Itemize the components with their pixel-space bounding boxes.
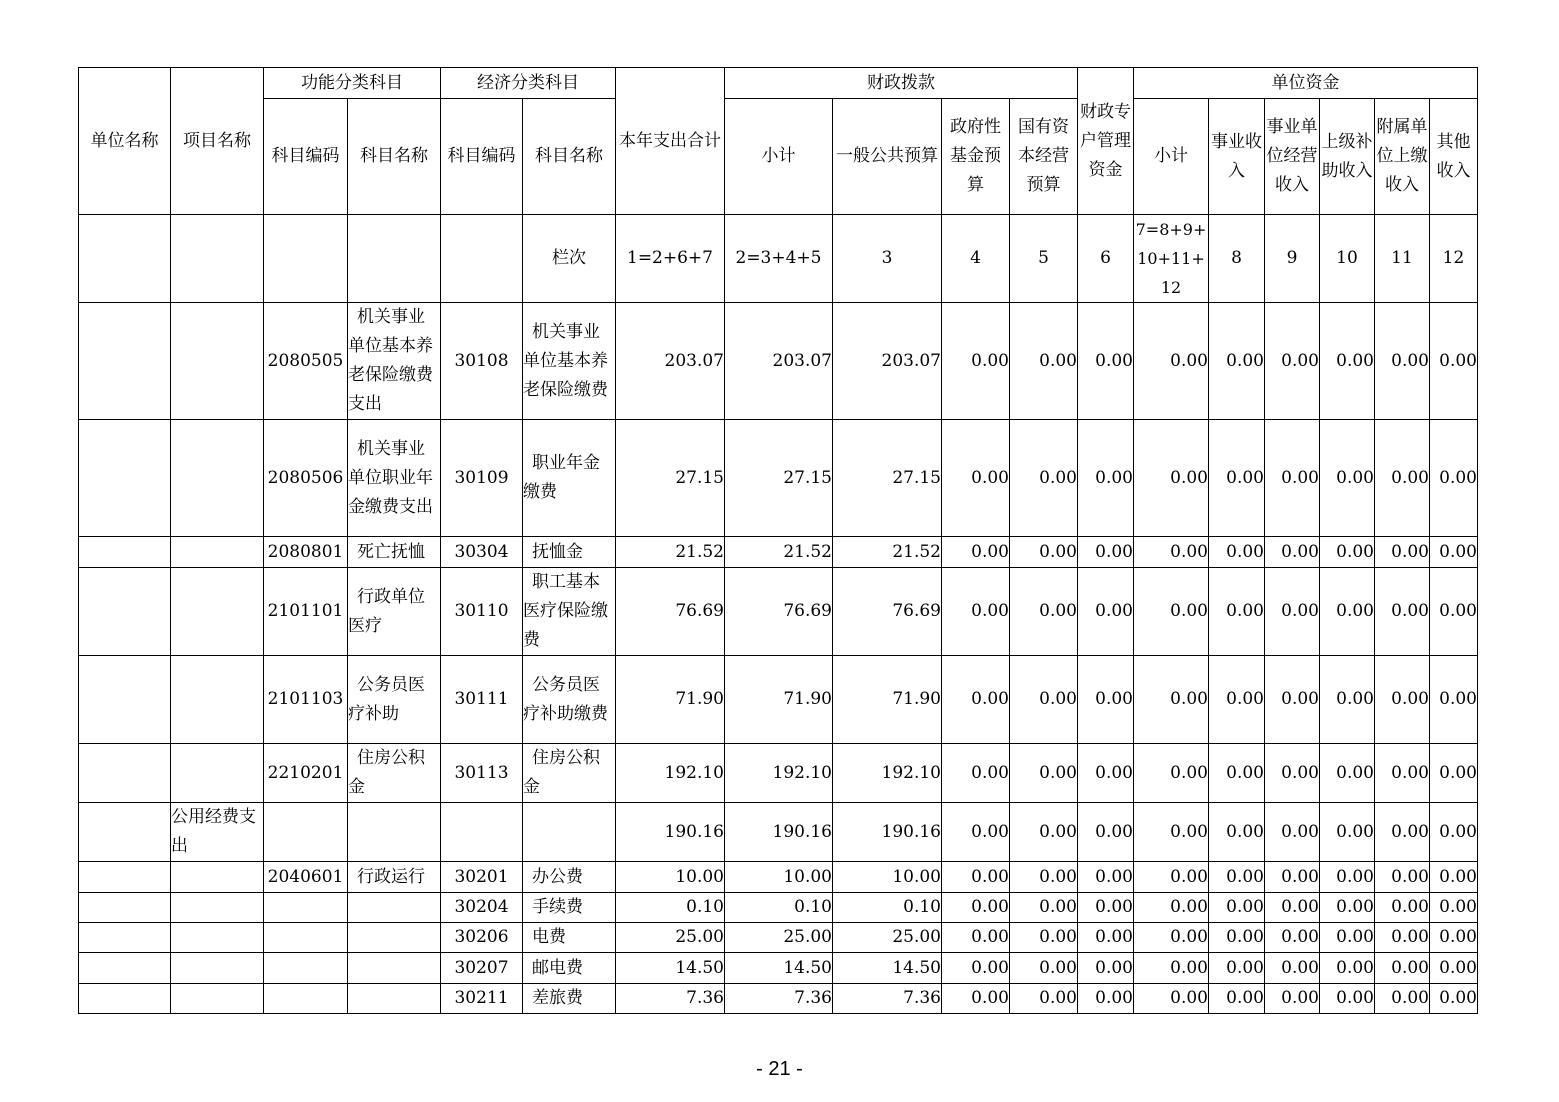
value-cell: 27.15: [616, 420, 725, 537]
header-econ-name: 科目名称: [523, 99, 616, 215]
value-cell: 0.00: [1078, 656, 1134, 744]
value-cell: 0.00: [1320, 893, 1375, 923]
value-cell: 0.00: [1430, 303, 1478, 420]
value-cell: 190.16: [616, 803, 725, 862]
value-cell: 0.00: [1375, 303, 1430, 420]
value-cell: 0.00: [1010, 744, 1078, 803]
value-cell: 7.36: [725, 984, 833, 1014]
value-cell: 7.36: [833, 984, 942, 1014]
value-cell: 0.00: [1430, 803, 1478, 862]
value-cell: 0.00: [1320, 923, 1375, 953]
value-cell: 25.00: [725, 923, 833, 953]
project-name-cell: [171, 862, 264, 893]
project-name-cell: [171, 984, 264, 1014]
header-fiscal-subtotal: 小计: [725, 99, 833, 215]
value-cell: 0.00: [1375, 656, 1430, 744]
value-cell: 76.69: [833, 568, 942, 656]
table-row: [79, 303, 1478, 420]
value-cell: 27.15: [833, 420, 942, 537]
value-cell: 76.69: [616, 568, 725, 656]
header-operating-income: 事业单位经营收入: [1265, 99, 1320, 215]
economic-code-cell: 30206: [441, 923, 523, 953]
economic-code-cell: 30211: [441, 984, 523, 1014]
value-cell: 0.00: [1375, 923, 1430, 953]
value-cell: 0.00: [942, 656, 1010, 744]
value-cell: 0.00: [1134, 893, 1209, 923]
value-cell: 0.00: [1320, 420, 1375, 537]
value-cell: 0.00: [1010, 923, 1078, 953]
value-cell: 0.00: [1209, 893, 1265, 923]
value-cell: 0.00: [1375, 568, 1430, 656]
project-name-cell: [171, 568, 264, 656]
value-cell: 0.00: [1010, 803, 1078, 862]
unit-name-cell: [79, 893, 171, 923]
value-cell: 0.00: [1134, 923, 1209, 953]
value-cell: 0.00: [1320, 744, 1375, 803]
value-cell: 203.07: [725, 303, 833, 420]
function-name-cell: 机关事业单位职业年金缴费支出: [348, 420, 441, 537]
value-cell: 14.50: [833, 953, 942, 984]
function-name-cell: [348, 803, 441, 862]
header-project-name: 项目名称: [171, 68, 264, 215]
value-cell: 0.00: [942, 893, 1010, 923]
unit-name-cell: [79, 803, 171, 862]
function-code-cell: 2080801: [264, 537, 348, 568]
project-name-cell: [171, 744, 264, 803]
header-superior-subsidy: 上级补助收入: [1320, 99, 1375, 215]
function-name-cell: [348, 953, 441, 984]
value-cell: 0.00: [1265, 537, 1320, 568]
project-name-cell: [171, 923, 264, 953]
function-name-cell: 机关事业单位基本养老保险缴费支出: [348, 303, 441, 420]
value-cell: 0.00: [1320, 656, 1375, 744]
header-func-name: 科目名称: [348, 99, 441, 215]
value-cell: 76.69: [725, 568, 833, 656]
value-cell: 0.00: [1209, 984, 1265, 1014]
header-econ-code: 科目编码: [441, 99, 523, 215]
value-cell: 0.00: [1134, 984, 1209, 1014]
value-cell: 0.00: [1375, 537, 1430, 568]
value-cell: 0.00: [1320, 303, 1375, 420]
project-name-cell: [171, 656, 264, 744]
table-row: [79, 656, 1478, 744]
value-cell: 0.00: [942, 744, 1010, 803]
function-code-cell: 2210201: [264, 744, 348, 803]
value-cell: 0.00: [1430, 537, 1478, 568]
value-cell: 0.00: [942, 953, 1010, 984]
column-index-cell: 7=8+9+10+11+12: [1134, 215, 1209, 303]
value-cell: 0.00: [1430, 893, 1478, 923]
value-cell: 0.00: [1265, 984, 1320, 1014]
column-index-cell: 6: [1078, 215, 1134, 303]
economic-code-cell: 30108: [441, 303, 523, 420]
value-cell: 0.00: [1320, 568, 1375, 656]
value-cell: 0.00: [1430, 953, 1478, 984]
value-cell: 0.00: [1134, 953, 1209, 984]
table-row: [79, 420, 1478, 537]
header-state-capital-budget: 国有资本经营预算: [1010, 99, 1078, 215]
function-name-cell: 行政单位医疗: [348, 568, 441, 656]
economic-name-cell: 住房公积金: [523, 744, 616, 803]
value-cell: 0.00: [1010, 656, 1078, 744]
header-general-public-budget: 一般公共预算: [833, 99, 942, 215]
table-row: [79, 862, 1478, 893]
value-cell: 0.00: [1265, 656, 1320, 744]
value-cell: 192.10: [725, 744, 833, 803]
header-economic-subject: 经济分类科目: [441, 68, 616, 99]
value-cell: 0.00: [1010, 420, 1078, 537]
value-cell: 0.00: [1078, 984, 1134, 1014]
value-cell: 0.00: [1209, 953, 1265, 984]
value-cell: 0.00: [1320, 537, 1375, 568]
function-name-cell: [348, 984, 441, 1014]
function-name-cell: 公务员医疗补助: [348, 656, 441, 744]
value-cell: 10.00: [833, 862, 942, 893]
value-cell: 0.00: [1078, 803, 1134, 862]
table-row: [79, 923, 1478, 953]
project-name-cell: [171, 537, 264, 568]
economic-code-cell: 30207: [441, 953, 523, 984]
value-cell: 0.00: [1430, 862, 1478, 893]
value-cell: 0.00: [942, 803, 1010, 862]
value-cell: 14.50: [616, 953, 725, 984]
function-name-cell: [348, 923, 441, 953]
header-unit-subtotal: 小计: [1134, 99, 1209, 215]
value-cell: 0.00: [1010, 984, 1078, 1014]
value-cell: 0.00: [1078, 420, 1134, 537]
value-cell: 0.00: [942, 537, 1010, 568]
value-cell: 0.00: [1134, 656, 1209, 744]
project-name-cell: [171, 893, 264, 923]
unit-name-cell: [79, 953, 171, 984]
economic-name-cell: 职业年金缴费: [523, 420, 616, 537]
value-cell: 0.00: [1265, 303, 1320, 420]
project-name-cell: 公用经费支出: [171, 803, 264, 862]
table-row: [79, 537, 1478, 568]
value-cell: 192.10: [833, 744, 942, 803]
function-code-cell: [264, 893, 348, 923]
header-unit-funds: 单位资金: [1134, 68, 1478, 99]
table-row: [79, 744, 1478, 803]
economic-name-cell: [523, 803, 616, 862]
value-cell: 25.00: [616, 923, 725, 953]
value-cell: 0.00: [1078, 537, 1134, 568]
value-cell: 0.00: [1010, 862, 1078, 893]
header-fiscal-allocation: 财政拨款: [725, 68, 1078, 99]
value-cell: 203.07: [833, 303, 942, 420]
economic-code-cell: 30201: [441, 862, 523, 893]
value-cell: 0.00: [1209, 923, 1265, 953]
value-cell: 71.90: [833, 656, 942, 744]
value-cell: 0.10: [616, 893, 725, 923]
column-index-cell: 11: [1375, 215, 1430, 303]
value-cell: 0.00: [1078, 862, 1134, 893]
value-cell: 0.00: [1209, 862, 1265, 893]
value-cell: 0.00: [1430, 923, 1478, 953]
header-fiscal-special-account: 财政专户管理资金: [1078, 68, 1134, 215]
unit-name-cell: [79, 537, 171, 568]
column-index-cell: 3: [833, 215, 942, 303]
function-code-cell: [264, 953, 348, 984]
value-cell: 0.00: [942, 923, 1010, 953]
function-code-cell: [264, 923, 348, 953]
value-cell: 203.07: [616, 303, 725, 420]
value-cell: 7.36: [616, 984, 725, 1014]
function-code-cell: [264, 984, 348, 1014]
value-cell: 0.00: [1209, 303, 1265, 420]
value-cell: 0.00: [1430, 420, 1478, 537]
function-name-cell: 行政运行: [348, 862, 441, 893]
function-name-cell: [348, 893, 441, 923]
value-cell: 0.00: [1010, 568, 1078, 656]
table-row: [79, 984, 1478, 1014]
value-cell: 0.00: [1134, 537, 1209, 568]
economic-name-cell: 邮电费: [523, 953, 616, 984]
project-name-cell: [171, 420, 264, 537]
value-cell: 0.00: [1078, 568, 1134, 656]
economic-code-cell: 30204: [441, 893, 523, 923]
header-func-code: 科目编码: [264, 99, 348, 215]
column-index-label: 栏次: [523, 215, 616, 303]
header-unit-name: 单位名称: [79, 68, 171, 215]
value-cell: 10.00: [616, 862, 725, 893]
value-cell: 0.00: [1078, 744, 1134, 803]
value-cell: 0.00: [1265, 568, 1320, 656]
project-name-cell: [171, 953, 264, 984]
function-name-cell: 死亡抚恤: [348, 537, 441, 568]
unit-name-cell: [79, 862, 171, 893]
header-other-income: 其他收入: [1430, 99, 1478, 215]
value-cell: 0.00: [1430, 568, 1478, 656]
economic-name-cell: 公务员医疗补助缴费: [523, 656, 616, 744]
value-cell: 192.10: [616, 744, 725, 803]
economic-name-cell: 职工基本医疗保险缴费: [523, 568, 616, 656]
value-cell: 21.52: [616, 537, 725, 568]
value-cell: 0.10: [725, 893, 833, 923]
unit-name-cell: [79, 420, 171, 537]
economic-name-cell: 办公费: [523, 862, 616, 893]
value-cell: 0.00: [1134, 744, 1209, 803]
page-number: - 21 -: [756, 1058, 803, 1080]
economic-code-cell: 30110: [441, 568, 523, 656]
value-cell: 0.00: [1134, 303, 1209, 420]
value-cell: 0.00: [1375, 420, 1430, 537]
value-cell: 0.00: [942, 420, 1010, 537]
value-cell: 21.52: [725, 537, 833, 568]
value-cell: 0.00: [1134, 568, 1209, 656]
column-index-cell: 5: [1010, 215, 1078, 303]
economic-name-cell: 抚恤金: [523, 537, 616, 568]
header-function-subject: 功能分类科目: [264, 68, 441, 99]
value-cell: 0.00: [1265, 420, 1320, 537]
column-index-cell: 8: [1209, 215, 1265, 303]
value-cell: 0.00: [1375, 744, 1430, 803]
value-cell: 71.90: [616, 656, 725, 744]
value-cell: 0.00: [1430, 984, 1478, 1014]
value-cell: 0.00: [1078, 953, 1134, 984]
value-cell: 0.00: [1134, 420, 1209, 537]
value-cell: 0.00: [1375, 953, 1430, 984]
value-cell: 0.00: [1078, 303, 1134, 420]
value-cell: 190.16: [833, 803, 942, 862]
economic-name-cell: 手续费: [523, 893, 616, 923]
value-cell: 0.00: [1078, 923, 1134, 953]
table-row: [79, 568, 1478, 656]
value-cell: 0.00: [1010, 953, 1078, 984]
header-affiliated-income: 附属单位上缴收入: [1375, 99, 1430, 215]
header-government-fund-budget: 政府性基金预算: [942, 99, 1010, 215]
value-cell: 0.00: [1430, 656, 1478, 744]
value-cell: 0.00: [1209, 744, 1265, 803]
economic-code-cell: 30111: [441, 656, 523, 744]
table-row: [79, 893, 1478, 923]
value-cell: 0.00: [1265, 744, 1320, 803]
function-code-cell: 2080506: [264, 420, 348, 537]
economic-code-cell: 30109: [441, 420, 523, 537]
table-row: [79, 803, 1478, 862]
value-cell: 0.00: [1209, 803, 1265, 862]
value-cell: 0.00: [1265, 923, 1320, 953]
unit-name-cell: [79, 984, 171, 1014]
table-row: [79, 953, 1478, 984]
function-code-cell: 2101101: [264, 568, 348, 656]
value-cell: 0.00: [1320, 984, 1375, 1014]
value-cell: 0.00: [1134, 803, 1209, 862]
header-total: 本年支出合计: [616, 68, 725, 215]
value-cell: 0.00: [942, 568, 1010, 656]
column-index-cell: 10: [1320, 215, 1375, 303]
economic-name-cell: 机关事业单位基本养老保险缴费: [523, 303, 616, 420]
unit-name-cell: [79, 923, 171, 953]
value-cell: 0.00: [1209, 537, 1265, 568]
header-business-income: 事业收入: [1209, 99, 1265, 215]
value-cell: 0.00: [942, 303, 1010, 420]
value-cell: 25.00: [833, 923, 942, 953]
value-cell: 0.00: [1320, 953, 1375, 984]
economic-code-cell: [441, 803, 523, 862]
column-index-cell: 9: [1265, 215, 1320, 303]
value-cell: 0.00: [1010, 537, 1078, 568]
economic-name-cell: 差旅费: [523, 984, 616, 1014]
value-cell: 0.00: [1375, 893, 1430, 923]
value-cell: 0.00: [1010, 893, 1078, 923]
unit-name-cell: [79, 568, 171, 656]
value-cell: 0.00: [1265, 862, 1320, 893]
column-index-cell: 12: [1430, 215, 1478, 303]
function-name-cell: 住房公积金: [348, 744, 441, 803]
column-index-cell: 1=2+6+7: [616, 215, 725, 303]
function-code-cell: 2040601: [264, 862, 348, 893]
value-cell: 10.00: [725, 862, 833, 893]
economic-code-cell: 30304: [441, 537, 523, 568]
economic-code-cell: 30113: [441, 744, 523, 803]
value-cell: 0.00: [942, 984, 1010, 1014]
column-index-cell: 4: [942, 215, 1010, 303]
value-cell: 0.00: [1265, 953, 1320, 984]
function-code-cell: 2080505: [264, 303, 348, 420]
value-cell: 0.00: [1375, 984, 1430, 1014]
value-cell: 190.16: [725, 803, 833, 862]
value-cell: 0.00: [1265, 803, 1320, 862]
column-index-cell: 2=3+4+5: [725, 215, 833, 303]
value-cell: 0.00: [942, 862, 1010, 893]
function-code-cell: [264, 803, 348, 862]
value-cell: 0.10: [833, 893, 942, 923]
value-cell: 14.50: [725, 953, 833, 984]
project-name-cell: [171, 303, 264, 420]
value-cell: 0.00: [1320, 803, 1375, 862]
economic-name-cell: 电费: [523, 923, 616, 953]
budget-expenditure-table: [78, 67, 1478, 1014]
unit-name-cell: [79, 744, 171, 803]
value-cell: 71.90: [725, 656, 833, 744]
value-cell: 0.00: [1320, 862, 1375, 893]
unit-name-cell: [79, 656, 171, 744]
value-cell: 27.15: [725, 420, 833, 537]
value-cell: 0.00: [1430, 744, 1478, 803]
value-cell: 0.00: [1209, 420, 1265, 537]
column-index-row: [79, 215, 1478, 303]
unit-name-cell: [79, 303, 171, 420]
value-cell: 0.00: [1265, 893, 1320, 923]
value-cell: 0.00: [1010, 303, 1078, 420]
value-cell: 0.00: [1209, 656, 1265, 744]
value-cell: 0.00: [1134, 862, 1209, 893]
function-code-cell: 2101103: [264, 656, 348, 744]
value-cell: 0.00: [1375, 862, 1430, 893]
value-cell: 21.52: [833, 537, 942, 568]
value-cell: 0.00: [1209, 568, 1265, 656]
value-cell: 0.00: [1078, 893, 1134, 923]
value-cell: 0.00: [1375, 803, 1430, 862]
